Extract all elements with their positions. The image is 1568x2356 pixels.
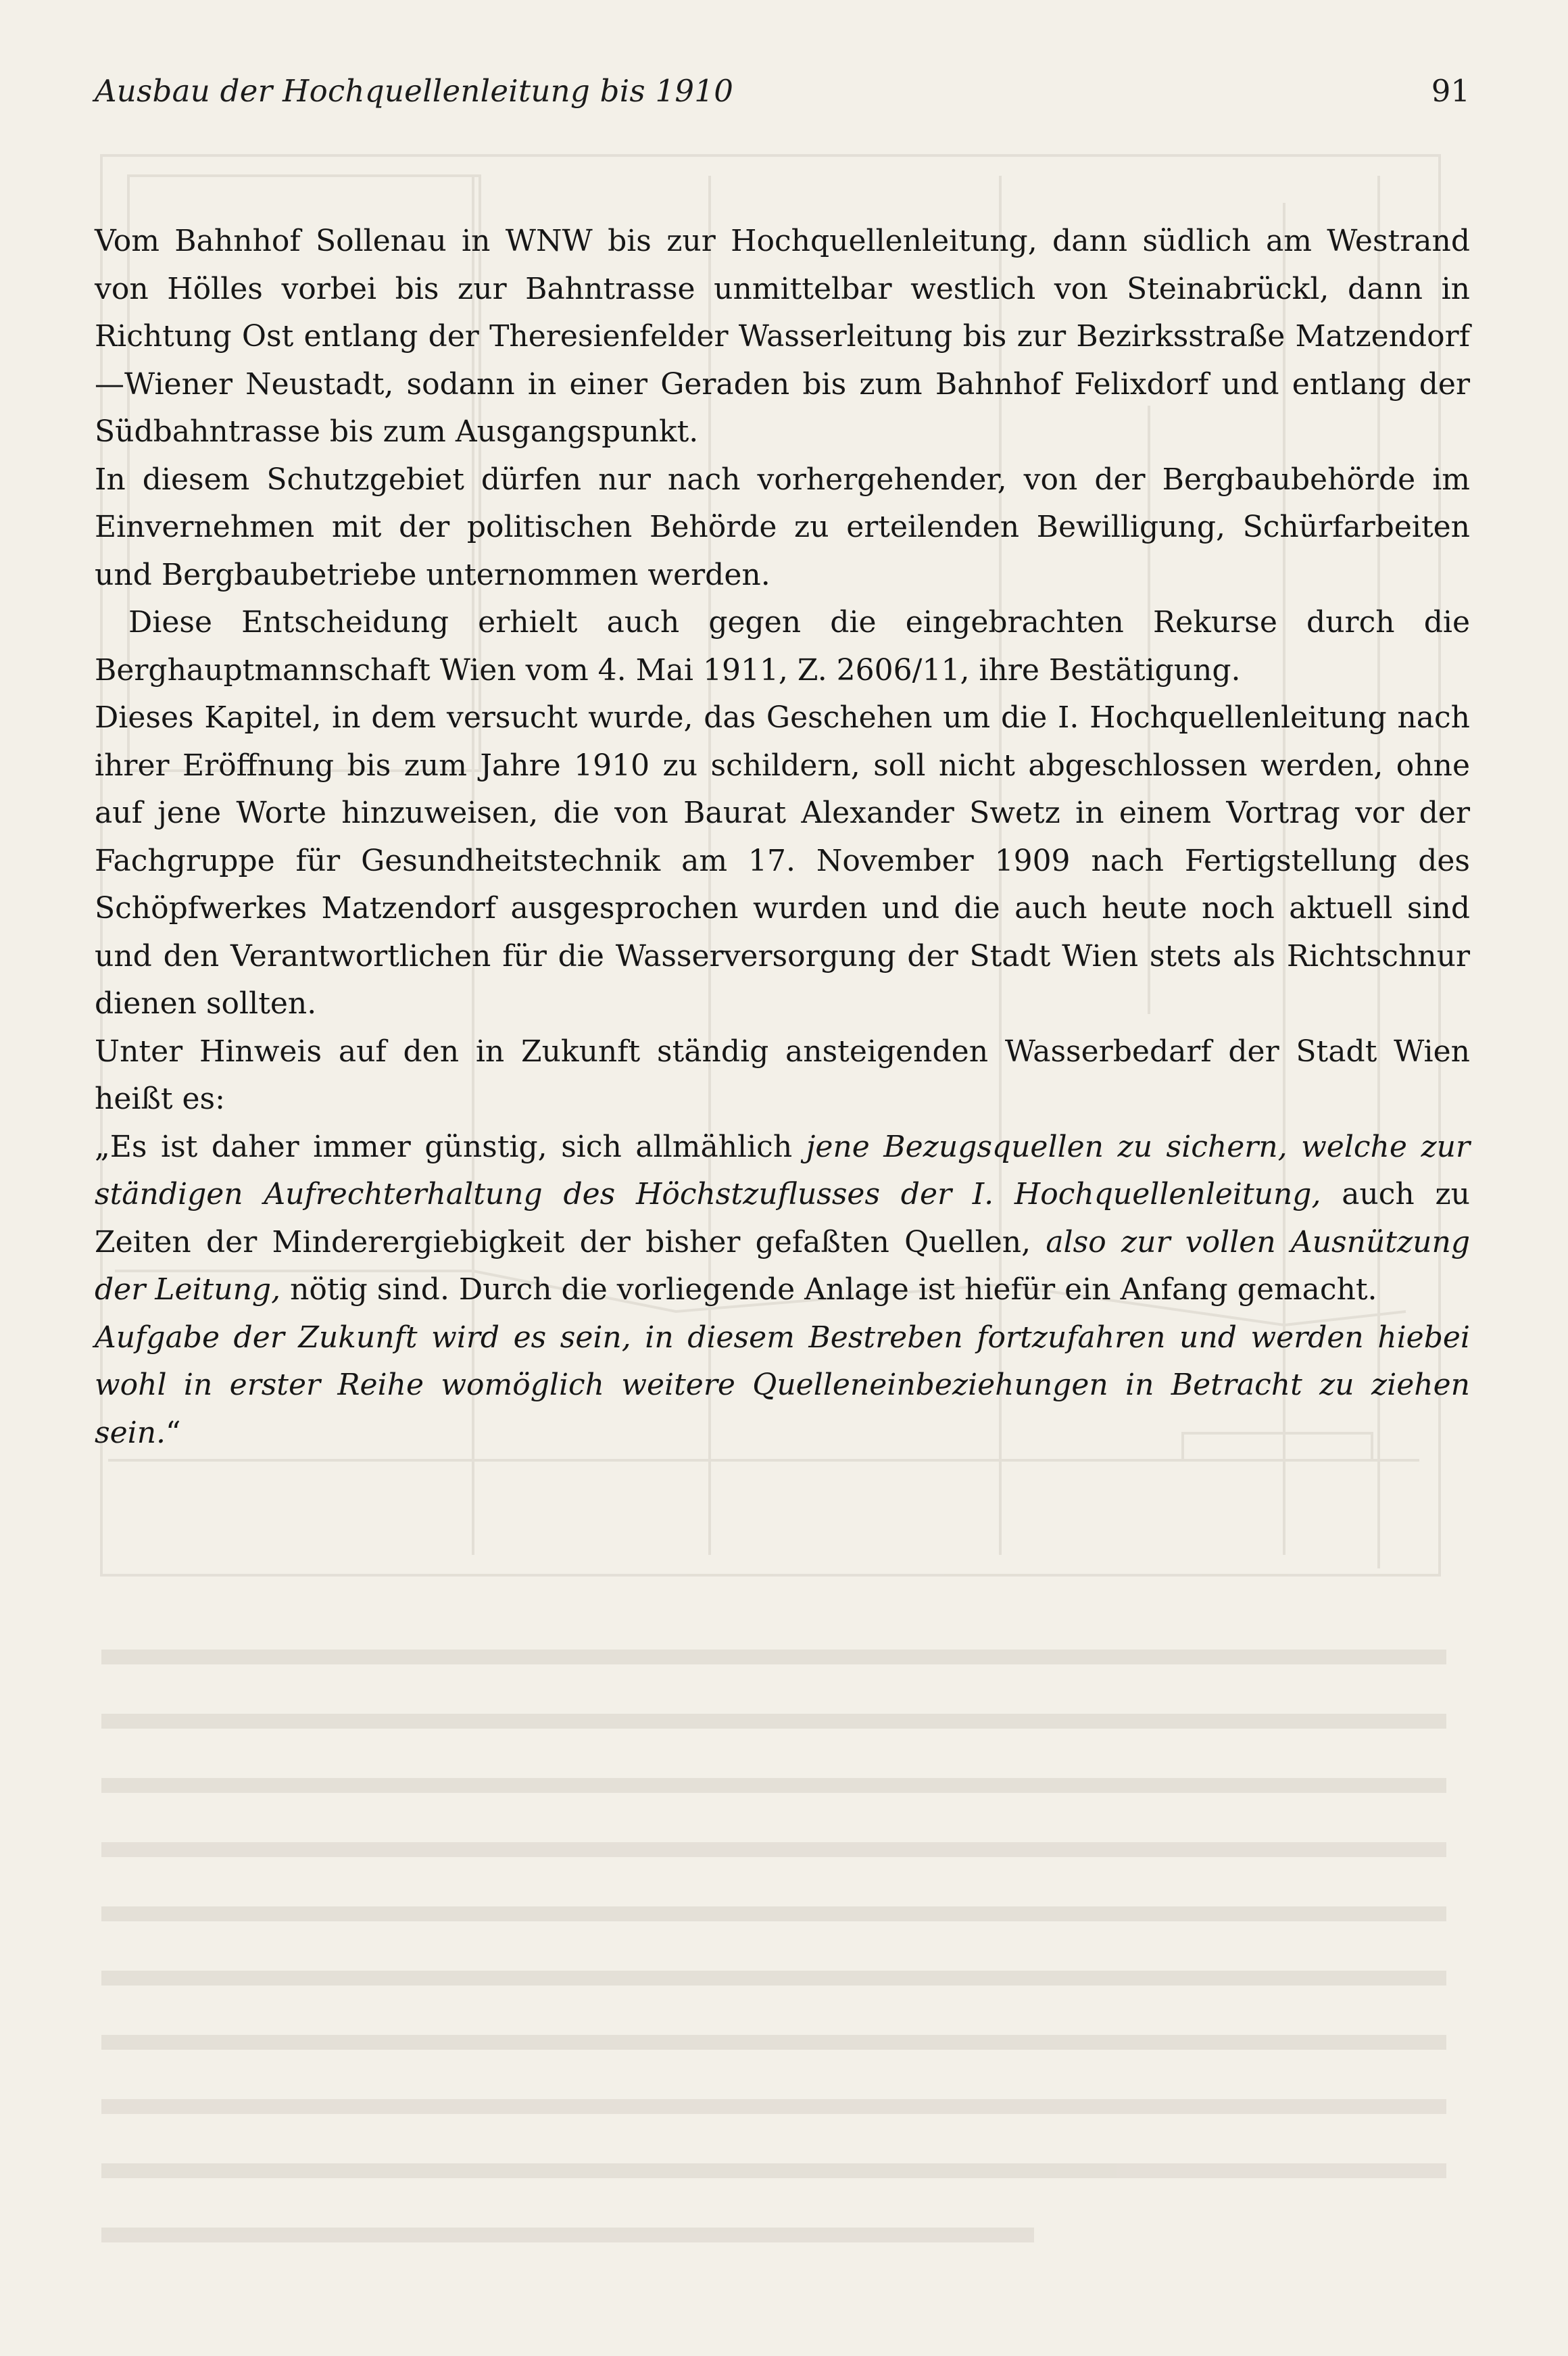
body-text [95, 218, 1470, 1457]
running-title: Ausbau der Hochquellenleitung bis 1910 [95, 73, 734, 109]
text-run: In diesem Schutzgebiet dürfen nur nach vorhergehender, von der Bergbaubehörde im Einvernehmen mit der politischen Behörde zu erteilenden Bewilligung, Schürfarbeiten und Bergbaubetriebe unternommen werden. [95, 462, 1470, 592]
text-run: Dieses Kapitel, in dem versucht wurde, das Geschehen um die I. Hochquellenleitung nach ihrer Eröffnung bis zum Jahre 1910 zu schildern, soll nicht abgeschlossen werden, ohne auf jene Worte hinzuweisen, die von Baurat Alexander Swetz in einem Vortrag vor der Fachgruppe für Gesundheitstechnik am 17. November 1909 nach Fertigstellung des Schöpfwerkes Matzendorf ausgesprochen wurden und die auch heute noch aktuell sind und den Verantwortlichen für die Wasserversorgung der Stadt Wien stets als Richtschnur dienen sollten. [95, 700, 1470, 1021]
text-run: nötig sind. Durch die vorliegende Anlage ist hiefür ein Anfang gemacht. [280, 1272, 1377, 1307]
text-run: Vom Bahnhof Sollenau in WNW bis zur Hochquellenleitung, dann südlich am Westrand von Hölles vorbei bis zur Bahntrasse unmittelbar westlich von Steinabrückl, dann in Richtung Ost entlang der Theresienfelder Wasserleitung bis zur Bezirksstraße Matzendorf—Wiener Neustadt, sodann in einer Geraden bis zum Bahnhof Felixdorf und entlang der Südbahntrasse bis zum Ausgangspunkt. [95, 224, 1470, 449]
text-run: Unter Hinweis auf den in Zukunft ständig ansteigenden Wasserbedarf der Stadt Wien heißt es: [95, 1034, 1470, 1116]
emphasized-text: Aufgabe der Zukunft wird es sein, in diesem Bestreben fortzufahren und werden hiebei wohl in erster Reihe womöglich weitere Quelleneinbeziehungen in Betracht zu ziehen sein. [95, 1320, 1470, 1450]
paragraph [95, 218, 1470, 456]
paragraph [95, 1314, 1470, 1458]
text-run: Diese Entscheidung erhielt auch gegen die eingebrachten Rekurse durch die Berghauptmannschaft Wien vom 4. Mai 1911, Z. 2606/11, ihre Bestätigung. [95, 605, 1470, 688]
paragraph [95, 456, 1470, 600]
text-run: auch zu Zeiten der Minderergiebigkeit der bisher gefaßten Quellen, [95, 1177, 1471, 1259]
paragraph [95, 694, 1470, 1028]
page-number: 91 [1431, 73, 1470, 109]
text-run: “ [166, 1415, 181, 1450]
paragraph [95, 1124, 1470, 1314]
paragraph [95, 599, 1470, 694]
paragraph [95, 1028, 1470, 1124]
emphasized-text: jene Bezugsquellen zu sichern, welche zur ständigen Aufrechterhaltung des Höchstzuflusses der I. Hochquellenleitung, [95, 1129, 1470, 1211]
text-run: „Es ist daher immer günstig, sich allmählich [95, 1129, 806, 1164]
emphasized-text: also zur vollen Ausnützung der Leitung, [95, 1224, 1470, 1307]
running-header [95, 73, 1470, 120]
